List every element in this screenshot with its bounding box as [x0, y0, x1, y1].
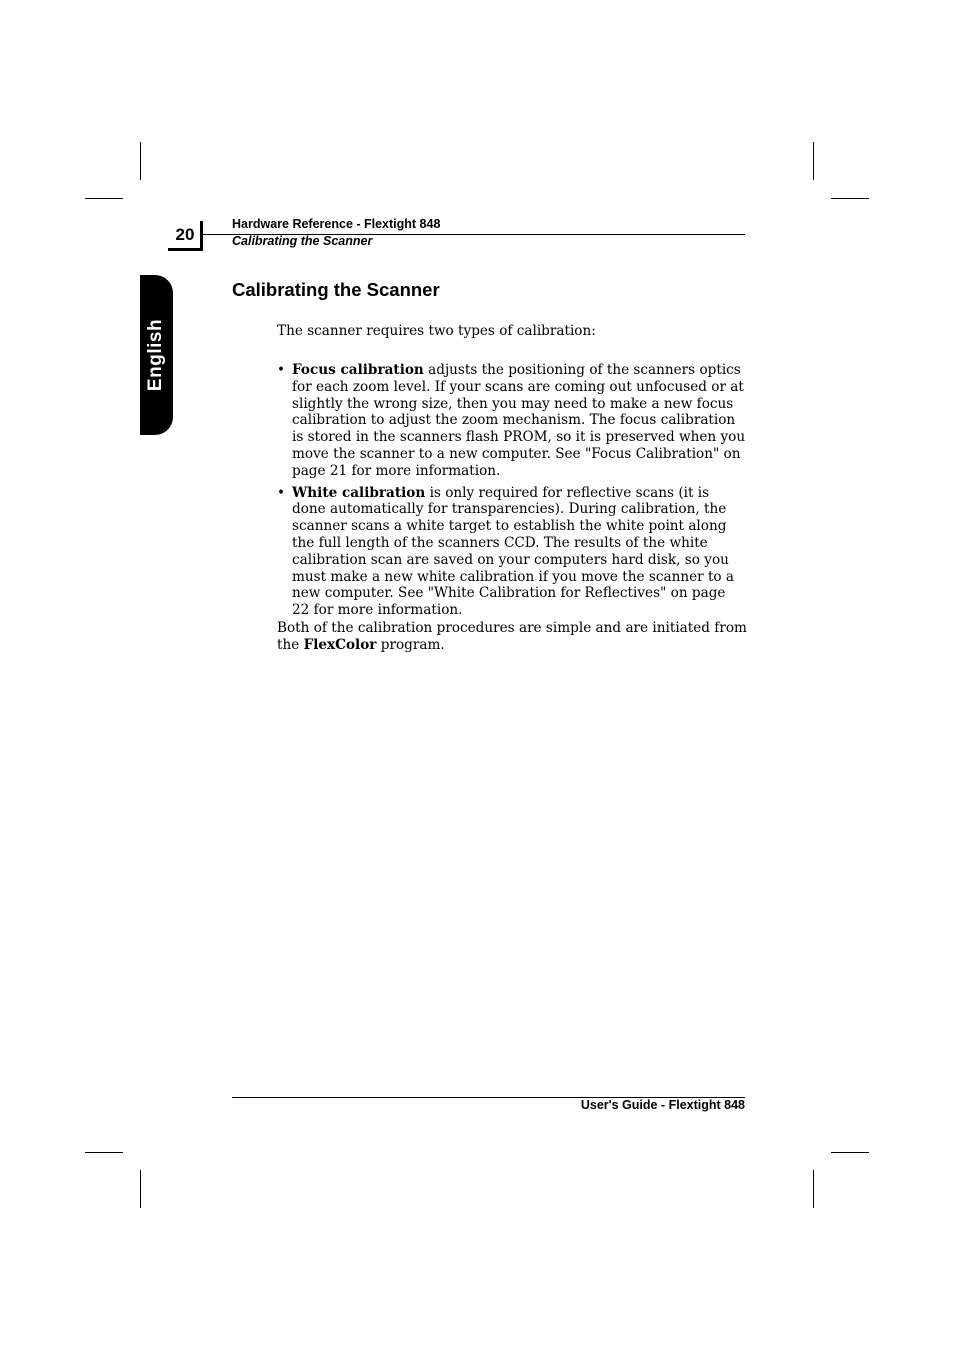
crop-mark — [140, 1170, 141, 1208]
page-number: 20 — [175, 225, 195, 244]
closing-text: Both of the calibration procedures are simple and are initiated from the — [277, 620, 747, 653]
page-number-bracket — [168, 248, 203, 251]
list-item — [277, 362, 747, 480]
crop-mark — [140, 142, 141, 180]
crop-mark — [831, 1152, 869, 1153]
crop-mark — [813, 142, 814, 180]
section-title: Calibrating the Scanner — [232, 279, 440, 300]
list-item — [277, 485, 747, 619]
language-tab-label: English — [145, 318, 166, 392]
closing-text-end: program. — [376, 636, 445, 653]
calibration-list — [277, 362, 747, 624]
crop-mark — [831, 198, 869, 199]
list-item-term: White calibration — [292, 484, 426, 501]
list-item-term: Focus calibration — [292, 362, 424, 378]
crop-mark — [813, 1170, 814, 1208]
crop-mark — [85, 198, 123, 199]
bullet-icon: • — [277, 484, 286, 501]
list-item-text: adjusts the positioning of the scanners optics for each zoom level. If your scans are coming out unfocused or at slightly the wrong size, then you may need to make a new focus calibration to adjust the zoom mechanism. The focus calibration is stored in the scanners flash PROM, so it is preserved when you move the scanner to a new computer. See "Focus Calibration" on page 21 for more information. — [292, 362, 746, 479]
bullet-icon: • — [277, 362, 286, 378]
intro-paragraph: The scanner requires two types of calibration: — [277, 323, 596, 339]
list-item-text: is only required for reflective scans (it is done automatically for transparencies). During calibration, the scanner scans a white target to establish the white point along the full length of the scanners CCD. The results of the white calibration scan are saved on your computers hard disk, so you must make a new white calibration if you move the scanner to a new computer. See "White Calibration for Reflectives" on page 22 for more information. — [292, 484, 735, 619]
running-header-title: Hardware Reference - Flextight 848 — [232, 217, 441, 231]
running-footer: User's Guide - Flextight 848 — [580, 1098, 745, 1112]
running-header-subtitle: Calibrating the Scanner — [232, 234, 373, 248]
crop-mark — [85, 1152, 123, 1153]
page-number-bracket — [200, 221, 203, 251]
closing-paragraph — [277, 620, 747, 654]
program-name: FlexColor — [303, 636, 377, 653]
